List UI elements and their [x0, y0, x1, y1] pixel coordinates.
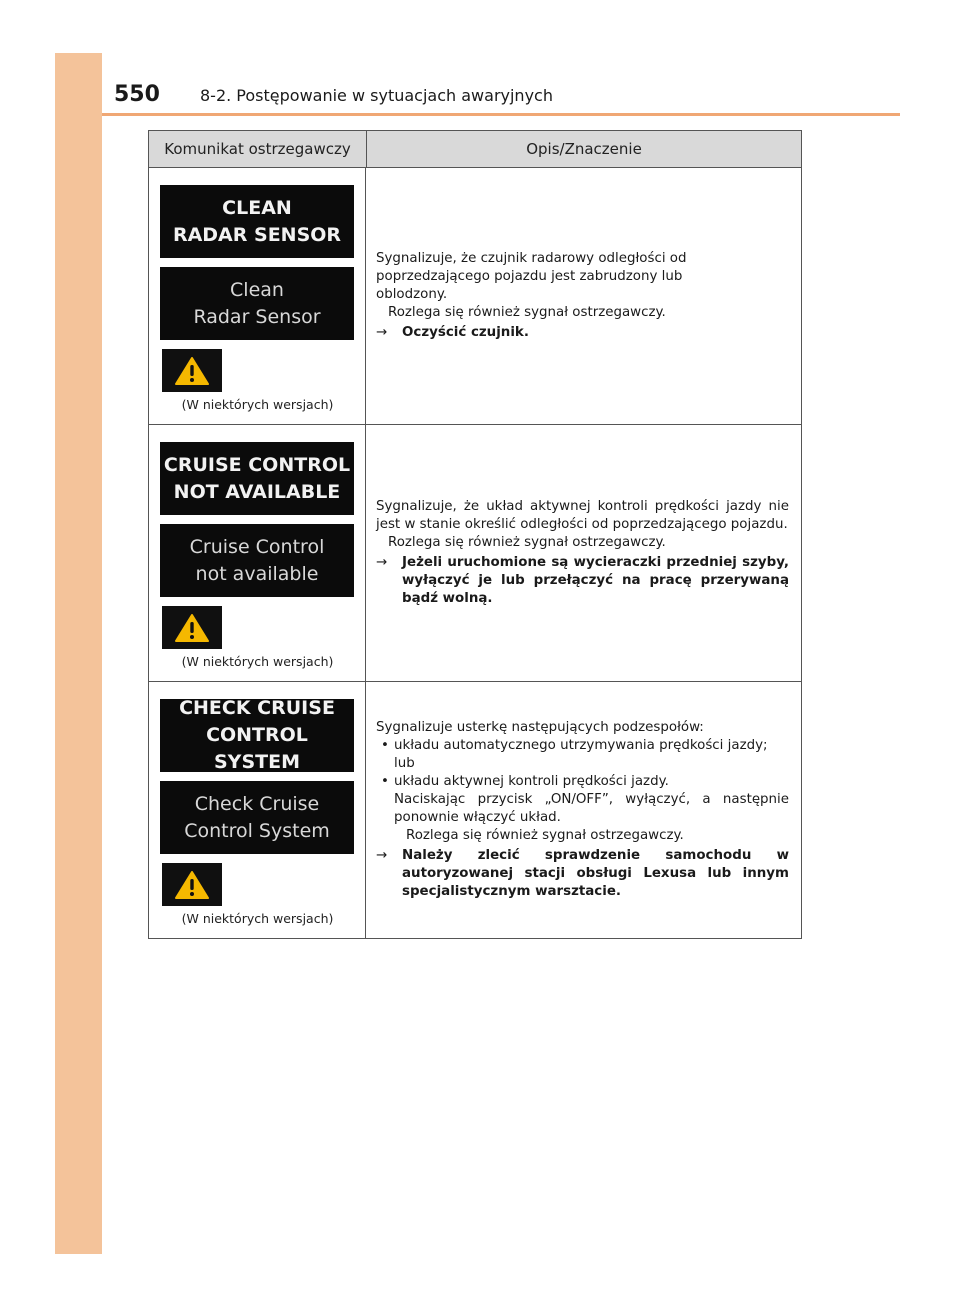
bullet-text: układu automatycznego utrzymywania prędkości jazdy; lub — [394, 738, 768, 771]
bullet-item — [376, 737, 789, 773]
arrow-icon: → — [376, 325, 388, 340]
warning-triangle-icon — [162, 606, 222, 649]
warning-messages-table — [148, 130, 802, 939]
warning-triangle-icon — [162, 349, 222, 392]
message-cell — [149, 168, 366, 424]
bullet-dot: • — [381, 738, 389, 753]
display-text: CHECK CRUISE CONTROL SYSTEM — [179, 697, 335, 773]
description-text: Sygnalizuje, że układ aktywnej kontroli prędkości jazdy nie jest w stanie określić odległości od poprzedzającego pojazdu. — [376, 499, 789, 532]
bullet-text: układu aktywnej kontroli prędkości jazdy. — [394, 774, 669, 789]
action-line — [376, 324, 789, 342]
table-row — [149, 168, 801, 425]
action-line — [376, 554, 789, 608]
display-text: CRUISE CONTROL NOT AVAILABLE — [163, 453, 351, 503]
arrow-icon: → — [376, 848, 388, 863]
message-cell — [149, 682, 366, 938]
display-text: Clean Radar Sensor — [193, 278, 321, 328]
warning-triangle-icon — [162, 863, 222, 906]
table-row — [149, 682, 801, 938]
sound-note: Rozlega się również sygnał ostrzegawczy. — [388, 535, 666, 550]
instruction-text: Naciskając przycisk „ON/OFF”, wyłączyć, a następnie ponownie włączyć układ. — [394, 792, 789, 825]
description-cell — [366, 682, 801, 938]
display-message-mixedcase — [160, 267, 354, 340]
column-header-message: Komunikat ostrzegawczy — [149, 131, 367, 167]
display-message-uppercase — [160, 699, 354, 772]
header-rule — [102, 113, 900, 116]
description-text: Sygnalizuje, że czujnik radarowy odległości od poprzedzającego pojazdu jest zabrudzony lub oblodzony. — [376, 251, 687, 302]
sound-note: Rozlega się również sygnał ostrzegawczy. — [406, 828, 684, 843]
description-cell — [366, 425, 801, 681]
version-note: (W niektórych wersjach) — [181, 654, 334, 669]
table-row — [149, 425, 801, 682]
bullet-item — [376, 773, 789, 791]
table-header — [149, 131, 801, 168]
sound-note: Rozlega się również sygnał ostrzegawczy. — [388, 305, 666, 320]
action-text: Jeżeli uruchomione są wycieraczki przedniej szyby, wyłączyć je lub przełączyć na pracę przerywaną bądź wolną. — [402, 555, 789, 606]
display-text: Check Cruise Control System — [184, 792, 330, 842]
message-cell — [149, 425, 366, 681]
version-note: (W niektórych wersjach) — [181, 911, 334, 926]
arrow-icon: → — [376, 555, 388, 570]
action-line — [376, 847, 789, 901]
column-header-description: Opis/Znaczenie — [526, 140, 642, 158]
display-text: Cruise Control not available — [189, 535, 325, 585]
action-text: Należy zlecić sprawdzenie samochodu w autoryzowanej stacji obsługi Lexusa lub innym specjalistycznym warsztacie. — [402, 848, 789, 899]
display-message-uppercase — [160, 442, 354, 515]
description-cell — [366, 168, 801, 424]
section-title: 8-2. Postępowanie w sytuacjach awaryjnych — [200, 86, 553, 105]
display-message-mixedcase — [160, 524, 354, 597]
page-header — [102, 80, 900, 114]
bullet-dot: • — [381, 774, 389, 789]
page-number: 550 — [114, 82, 160, 107]
display-message-mixedcase — [160, 781, 354, 854]
description-intro: Sygnalizuje usterkę następujących podzespołów: — [376, 720, 704, 735]
display-text: CLEAN RADAR SENSOR — [172, 196, 342, 246]
action-text: Oczyścić czujnik. — [402, 325, 529, 340]
side-color-band — [55, 53, 102, 1254]
display-message-uppercase — [160, 185, 354, 258]
version-note: (W niektórych wersjach) — [181, 397, 334, 412]
